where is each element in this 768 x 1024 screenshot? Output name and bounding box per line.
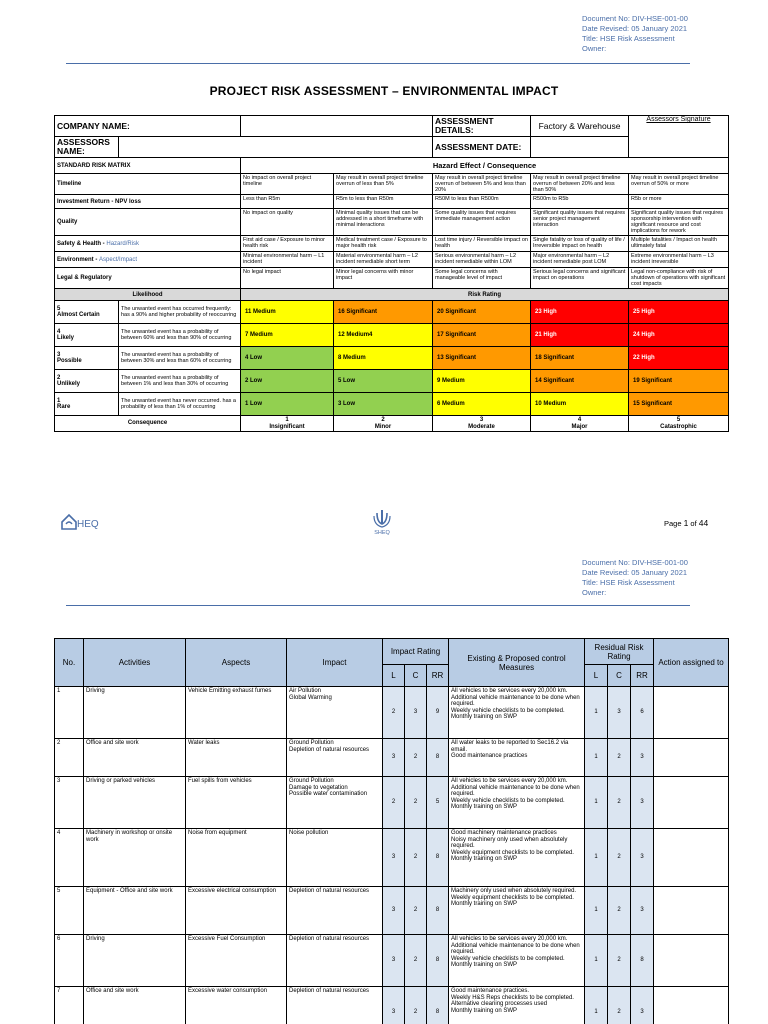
impact-rr-cell: 8 bbox=[427, 739, 449, 777]
logo-mid-text: SHEQ bbox=[374, 530, 390, 536]
consequence-name: Insignificant bbox=[269, 423, 305, 430]
residual-l-cell: 1 bbox=[585, 987, 608, 1024]
consequence-description: May result in overall project timeline overrun of 50% or more bbox=[629, 174, 729, 195]
col-residual-c: C bbox=[608, 665, 631, 687]
assessors-name-label: ASSESSORS NAME: bbox=[55, 137, 119, 158]
consequence-description: May result in overall project timeline overrun of between 5% and less than 20% bbox=[433, 174, 531, 195]
consequence-description: Lost time injury / Reversible impact on health bbox=[433, 236, 531, 252]
consequence-description: Material environmental harm – L2 incident remediable short term bbox=[334, 252, 433, 268]
consequence-description: Legal non-compliance with risk of shutdown of operations with significant cost impacts bbox=[629, 268, 729, 289]
consequence-name: Moderate bbox=[468, 423, 495, 430]
risk-rating-cell: 7 Medium bbox=[241, 324, 334, 347]
consequence-description: Serious legal concerns and significant impact on operations bbox=[531, 268, 629, 289]
col-impact: Impact bbox=[287, 639, 383, 687]
residual-l-cell: 1 bbox=[585, 777, 608, 829]
residual-c-cell: 2 bbox=[608, 739, 631, 777]
col-aspects: Aspects bbox=[186, 639, 287, 687]
doc-title: Title: HSE Risk Assessment bbox=[582, 578, 675, 587]
risk-rating-cell: 18 Significant bbox=[531, 347, 629, 370]
consequence-description: R50M to less than R500m bbox=[433, 195, 531, 209]
category-accent: Hazard/Risk bbox=[106, 240, 140, 247]
impact-c-cell: 2 bbox=[405, 935, 427, 987]
consequence-description: Minimal environmental harm – L1 incident bbox=[241, 252, 334, 268]
consequence-description: R5m to less than R50m bbox=[334, 195, 433, 209]
date-revised: Date Revised: 05 January 2021 bbox=[582, 24, 688, 33]
date-revised: Date Revised: 05 January 2021 bbox=[582, 568, 688, 577]
row-number: 7 bbox=[55, 987, 84, 1024]
row-number: 6 bbox=[55, 935, 84, 987]
sheq-logo-left bbox=[60, 510, 104, 532]
impact-cell: Ground Pollution Damage to vegetation Possible water contamination bbox=[287, 777, 383, 829]
consequence-description: Single fatality or loss of quality of life / Irreversible impact on health bbox=[531, 236, 629, 252]
assessment-details-label: ASSESSMENT DETAILS: bbox=[433, 116, 531, 137]
control-measures-cell: All vehicles to be services every 20,000 km. Additional vehicle maintenance to be done when required. Weekly vehicle checklists to be completed. Monthly training on SWP bbox=[449, 777, 585, 829]
assessors-name-value[interactable] bbox=[119, 137, 433, 158]
consequence-category-label bbox=[55, 236, 241, 252]
consequence-level bbox=[334, 416, 433, 432]
impact-rr-cell: 8 bbox=[427, 987, 449, 1024]
likelihood-name: Rare bbox=[57, 404, 71, 410]
impact-cell: Ground Pollution Depletion of natural resources bbox=[287, 739, 383, 777]
page-current: 1 bbox=[683, 518, 689, 528]
col-residual-risk: Residual Risk Rating bbox=[585, 639, 654, 665]
likelihood-number: 5 bbox=[57, 305, 61, 312]
consequence-description: R5b or more bbox=[629, 195, 729, 209]
residual-c-cell: 2 bbox=[608, 829, 631, 887]
residual-l-cell: 1 bbox=[585, 935, 608, 987]
consequence-description: Serious environmental harm – L2 incident remediable within LOM bbox=[433, 252, 531, 268]
likelihood-number: 1 bbox=[57, 397, 61, 404]
aspect-cell: Vehicle Emitting exhaust fumes bbox=[186, 687, 287, 739]
consequence-description: Minor legal concerns with minor impact bbox=[334, 268, 433, 289]
table-row bbox=[55, 829, 729, 887]
control-measures-cell: All water leaks to be reported to Sec16.2 via email. Good maintenance practices bbox=[449, 739, 585, 777]
likelihood-description: The unwanted event has a probability of between 60% and less than 90% of occurring bbox=[119, 324, 241, 347]
table-row bbox=[55, 887, 729, 935]
aspect-cell: Excessive water consumption bbox=[186, 987, 287, 1024]
consequence-name: Major bbox=[571, 423, 588, 430]
risk-rating-cell: 17 Significant bbox=[433, 324, 531, 347]
row-number: 2 bbox=[55, 739, 84, 777]
likelihood-level bbox=[55, 301, 119, 324]
consequence-description: R500m to R5b bbox=[531, 195, 629, 209]
doc-title: Title: HSE Risk Assessment bbox=[582, 34, 675, 43]
likelihood-label: Likelihood bbox=[55, 289, 241, 301]
consequence-category-label bbox=[55, 174, 241, 195]
page-footer bbox=[0, 508, 768, 538]
consequence-number: 1 bbox=[285, 417, 289, 423]
control-measures-cell: All vehicles to be services every 20,000 km. Additional vehicle maintenance to be done when required. Weekly vehicle checklists to be completed. Monthly training on SWP bbox=[449, 935, 585, 987]
consequence-description: Minimal quality issues that can be addressed in a short timeframe with minimal interactions bbox=[334, 209, 433, 236]
header-divider bbox=[66, 63, 690, 64]
likelihood-number: 3 bbox=[57, 351, 61, 358]
control-measures-cell: Good machinery maintenance practices Noisy machinery only used when absolutely required. Weekly equipment checklists to be completed. Monthly training on SWP bbox=[449, 829, 585, 887]
activity-cell: Equipment - Office and site work bbox=[84, 887, 186, 935]
header-divider-page-2 bbox=[66, 605, 690, 606]
category-name: Timeline bbox=[57, 181, 82, 187]
consequence-description: Significant quality issues that requires senior project management interaction bbox=[531, 209, 629, 236]
impact-l-cell: 3 bbox=[383, 987, 405, 1024]
consequence-description: May result in overall project timeline overrun of between 20% and less than 50% bbox=[531, 174, 629, 195]
doc-number: Document No: DIV-HSE-001-00 bbox=[582, 558, 688, 567]
sheq-logo-mid bbox=[370, 508, 394, 536]
table-row bbox=[55, 687, 729, 739]
col-impact-rating: Impact Rating bbox=[383, 639, 449, 665]
risk-rating-cell: 19 Significant bbox=[629, 370, 729, 393]
risk-rating-label: Risk Rating bbox=[241, 289, 729, 301]
activity-cell: Driving bbox=[84, 687, 186, 739]
likelihood-description: The unwanted event has occurred frequently: has a 90% and higher probability of reoccurring bbox=[119, 301, 241, 324]
residual-c-cell: 2 bbox=[608, 887, 631, 935]
consequence-level bbox=[433, 416, 531, 432]
consequence-number: 4 bbox=[577, 417, 582, 423]
risk-rating-cell: 13 Significant bbox=[433, 347, 531, 370]
activity-cell: Office and site work bbox=[84, 987, 186, 1024]
residual-rr-cell: 3 bbox=[631, 739, 654, 777]
logo-left-text: HEQ bbox=[77, 519, 99, 530]
action-assigned-cell[interactable] bbox=[654, 829, 729, 887]
assessors-signature-label: Assessors Signature bbox=[629, 116, 729, 158]
action-assigned-cell[interactable] bbox=[654, 687, 729, 739]
consequence-category-label bbox=[55, 195, 241, 209]
impact-l-cell: 2 bbox=[383, 777, 405, 829]
category-name: Legal & Regulatory bbox=[57, 275, 112, 281]
assessment-date-value[interactable] bbox=[531, 137, 629, 158]
action-assigned-cell[interactable] bbox=[654, 935, 729, 987]
document-info-page-2 bbox=[582, 558, 688, 598]
table-row bbox=[55, 987, 729, 1024]
aspect-cell: Noise from equipment bbox=[186, 829, 287, 887]
consequence-description: Some legal concerns with manageable level of impact bbox=[433, 268, 531, 289]
col-control-measures: Existing & Proposed control Measures bbox=[449, 639, 585, 687]
consequence-description: Less than R5m bbox=[241, 195, 334, 209]
consequence-level bbox=[531, 416, 629, 432]
residual-c-cell: 3 bbox=[608, 687, 631, 739]
impact-rr-cell: 5 bbox=[427, 777, 449, 829]
consequence-description: No impact on quality bbox=[241, 209, 334, 236]
residual-l-cell: 1 bbox=[585, 887, 608, 935]
standard-risk-matrix-label: STANDARD RISK MATRIX bbox=[55, 158, 241, 174]
consequence-description: Multiple fatalities / Impact on health ultimately fatal bbox=[629, 236, 729, 252]
control-measures-cell: Good maintenance practices. Weekly H&S Reps checklists to be completed. Alternative cleaning processes used Monthly training on SWP bbox=[449, 987, 585, 1024]
impact-l-cell: 2 bbox=[383, 687, 405, 739]
consequence-category-label bbox=[55, 252, 241, 268]
category-name: Investment Return - NPV loss bbox=[57, 198, 142, 205]
col-rr: RR bbox=[427, 665, 449, 687]
assessment-date-label: ASSESSMENT DATE: bbox=[433, 137, 531, 158]
residual-rr-cell: 6 bbox=[631, 687, 654, 739]
risk-rating-cell: 24 High bbox=[629, 324, 729, 347]
likelihood-level bbox=[55, 324, 119, 347]
impact-l-cell: 3 bbox=[383, 829, 405, 887]
aspect-cell: Excessive electrical consumption bbox=[186, 887, 287, 935]
action-assigned-cell[interactable] bbox=[654, 777, 729, 829]
page-title: PROJECT RISK ASSESSMENT – ENVIRONMENTAL IMPACT bbox=[209, 84, 559, 98]
impact-rr-cell: 8 bbox=[427, 935, 449, 987]
residual-rr-cell: 3 bbox=[631, 829, 654, 887]
likelihood-level bbox=[55, 347, 119, 370]
impact-cell: Noise pollution bbox=[287, 829, 383, 887]
impact-l-cell: 3 bbox=[383, 739, 405, 777]
risk-rating-cell: 15 Significant bbox=[629, 393, 729, 416]
aspect-cell: Water leaks bbox=[186, 739, 287, 777]
col-activities: Activities bbox=[84, 639, 186, 687]
action-assigned-cell[interactable] bbox=[654, 887, 729, 935]
activity-cell: Driving or parked vehicles bbox=[84, 777, 186, 829]
page-total: 44 bbox=[698, 518, 709, 528]
action-assigned-cell[interactable] bbox=[654, 739, 729, 777]
impact-c-cell: 2 bbox=[405, 987, 427, 1024]
risk-rating-cell: 11 Medium bbox=[241, 301, 334, 324]
impact-rr-cell: 8 bbox=[427, 887, 449, 935]
likelihood-number: 2 bbox=[57, 374, 61, 381]
residual-l-cell: 1 bbox=[585, 829, 608, 887]
category-name: Safety & Health - bbox=[57, 240, 107, 247]
consequence-category-label bbox=[55, 209, 241, 236]
impact-cell: Depletion of natural resources bbox=[287, 887, 383, 935]
risk-rating-cell: 22 High bbox=[629, 347, 729, 370]
doc-owner: Owner: bbox=[582, 44, 607, 53]
likelihood-name: Likely bbox=[57, 335, 75, 341]
consequence-description: No legal impact bbox=[241, 268, 334, 289]
doc-owner: Owner: bbox=[582, 588, 607, 597]
risk-rating-cell: 9 Medium bbox=[433, 370, 531, 393]
risk-rating-cell: 8 Medium bbox=[334, 347, 433, 370]
control-measures-cell: Machinery only used when absolutely required. Weekly equipment checklists to be completed. Monthly training on SWP bbox=[449, 887, 585, 935]
doc-number: Document No: DIV-HSE-001-00 bbox=[582, 14, 688, 23]
residual-l-cell: 1 bbox=[585, 687, 608, 739]
row-number: 1 bbox=[55, 687, 84, 739]
environmental-aspects-table bbox=[54, 638, 729, 1024]
col-residual-l: L bbox=[585, 665, 608, 687]
row-number: 3 bbox=[55, 777, 84, 829]
table-row bbox=[55, 777, 729, 829]
impact-cell: Air Pollution Global Warming bbox=[287, 687, 383, 739]
risk-rating-cell: 16 Significant bbox=[334, 301, 433, 324]
consequence-number: 5 bbox=[676, 417, 681, 423]
likelihood-level bbox=[55, 370, 119, 393]
col-l: L bbox=[383, 665, 405, 687]
table-row bbox=[55, 935, 729, 987]
risk-rating-cell: 25 High bbox=[629, 301, 729, 324]
consequence-description: Extreme environmental harm – L3 incident irreversible bbox=[629, 252, 729, 268]
consequence-label: Consequence bbox=[55, 416, 241, 432]
impact-cell: Depletion of natural resources bbox=[287, 987, 383, 1024]
likelihood-description: The unwanted event has never occurred. has a probability of less than 1% of occurring bbox=[119, 393, 241, 416]
risk-rating-cell: 20 Significant bbox=[433, 301, 531, 324]
activity-cell: Office and site work bbox=[84, 739, 186, 777]
company-name-value[interactable] bbox=[241, 116, 433, 137]
risk-rating-cell: 12 Medium4 bbox=[334, 324, 433, 347]
likelihood-name: Almost Certain bbox=[57, 312, 100, 318]
risk-rating-cell: 1 Low bbox=[241, 393, 334, 416]
consequence-description: Significant quality issues that requires sponsorship intervention with significant resource and cost implications for rework bbox=[629, 209, 729, 236]
residual-c-cell: 2 bbox=[608, 935, 631, 987]
consequence-level bbox=[241, 416, 334, 432]
risk-rating-cell: 14 Significant bbox=[531, 370, 629, 393]
consequence-level bbox=[629, 416, 729, 432]
risk-rating-cell: 5 Low bbox=[334, 370, 433, 393]
impact-l-cell: 3 bbox=[383, 935, 405, 987]
likelihood-description: The unwanted event has a probability of between 30% and less than 60% of occurring bbox=[119, 347, 241, 370]
col-residual-rr: RR bbox=[631, 665, 654, 687]
document-info bbox=[582, 14, 688, 54]
company-name-label: COMPANY NAME: bbox=[55, 116, 241, 137]
col-c: C bbox=[405, 665, 427, 687]
residual-rr-cell: 3 bbox=[631, 987, 654, 1024]
col-action-assigned: Action assigned to bbox=[654, 639, 729, 687]
residual-c-cell: 2 bbox=[608, 777, 631, 829]
risk-rating-cell: 21 High bbox=[531, 324, 629, 347]
residual-rr-cell: 3 bbox=[631, 777, 654, 829]
row-number: 4 bbox=[55, 829, 84, 887]
activity-cell: Machinery in workshop or onsite work bbox=[84, 829, 186, 887]
residual-rr-cell: 3 bbox=[631, 887, 654, 935]
impact-c-cell: 2 bbox=[405, 739, 427, 777]
likelihood-description: The unwanted event has a probability of between 1% and less than 30% of occurring bbox=[119, 370, 241, 393]
page-number: Page 1 of 44 bbox=[664, 518, 709, 528]
action-assigned-cell[interactable] bbox=[654, 987, 729, 1024]
impact-cell: Depletion of natural resources bbox=[287, 935, 383, 987]
consequence-description: First aid case / Exposure to minor health risk bbox=[241, 236, 334, 252]
hazard-effect-label: Hazard Effect / Consequence bbox=[241, 158, 729, 174]
table-row bbox=[55, 739, 729, 777]
consequence-description: Major environmental harm – L2 incident remediable post LOM bbox=[531, 252, 629, 268]
consequence-category-label bbox=[55, 268, 241, 289]
aspect-cell: Fuel spills from vehicles bbox=[186, 777, 287, 829]
impact-c-cell: 3 bbox=[405, 687, 427, 739]
impact-c-cell: 2 bbox=[405, 829, 427, 887]
residual-rr-cell: 8 bbox=[631, 935, 654, 987]
row-number: 5 bbox=[55, 887, 84, 935]
risk-rating-cell: 10 Medium bbox=[531, 393, 629, 416]
impact-rr-cell: 8 bbox=[427, 829, 449, 887]
activity-cell: Driving bbox=[84, 935, 186, 987]
control-measures-cell: All vehicles to be services every 20,000 km. Additional vehicle maintenance to be done when required. Weekly vehicle checklists to be completed. Monthly training on SWP bbox=[449, 687, 585, 739]
likelihood-number: 4 bbox=[57, 328, 61, 335]
risk-matrix-table bbox=[54, 115, 729, 432]
consequence-name: Minor bbox=[374, 423, 392, 430]
consequence-number: 2 bbox=[381, 417, 385, 423]
assessment-details-value[interactable]: Factory & Warehouse bbox=[531, 116, 629, 137]
impact-c-cell: 2 bbox=[405, 777, 427, 829]
risk-rating-cell: 4 Low bbox=[241, 347, 334, 370]
consequence-number: 3 bbox=[479, 417, 484, 423]
consequence-description: May result in overall project timeline overrun of less than 5% bbox=[334, 174, 433, 195]
category-name: Quality bbox=[57, 219, 78, 225]
risk-rating-cell: 3 Low bbox=[334, 393, 433, 416]
risk-rating-cell: 2 Low bbox=[241, 370, 334, 393]
residual-l-cell: 1 bbox=[585, 739, 608, 777]
consequence-description: No impact on overall project timeline bbox=[241, 174, 334, 195]
likelihood-name: Unlikely bbox=[57, 381, 81, 387]
risk-rating-cell: 6 Medium bbox=[433, 393, 531, 416]
risk-rating-cell: 23 High bbox=[531, 301, 629, 324]
impact-c-cell: 2 bbox=[405, 887, 427, 935]
col-no: No. bbox=[55, 639, 84, 687]
residual-c-cell: 2 bbox=[608, 987, 631, 1024]
aspect-cell: Excessive Fuel Consumption bbox=[186, 935, 287, 987]
consequence-description: Some quality issues that requires immediate management action bbox=[433, 209, 531, 236]
category-accent: Aspect/Impact bbox=[99, 256, 138, 263]
consequence-name: Catastrophic bbox=[660, 423, 697, 430]
impact-rr-cell: 9 bbox=[427, 687, 449, 739]
likelihood-level bbox=[55, 393, 119, 416]
consequence-description: Medical treatment case / Exposure to major health risk bbox=[334, 236, 433, 252]
category-name: Environment - bbox=[57, 256, 100, 263]
likelihood-name: Possible bbox=[57, 358, 82, 364]
impact-l-cell: 3 bbox=[383, 887, 405, 935]
